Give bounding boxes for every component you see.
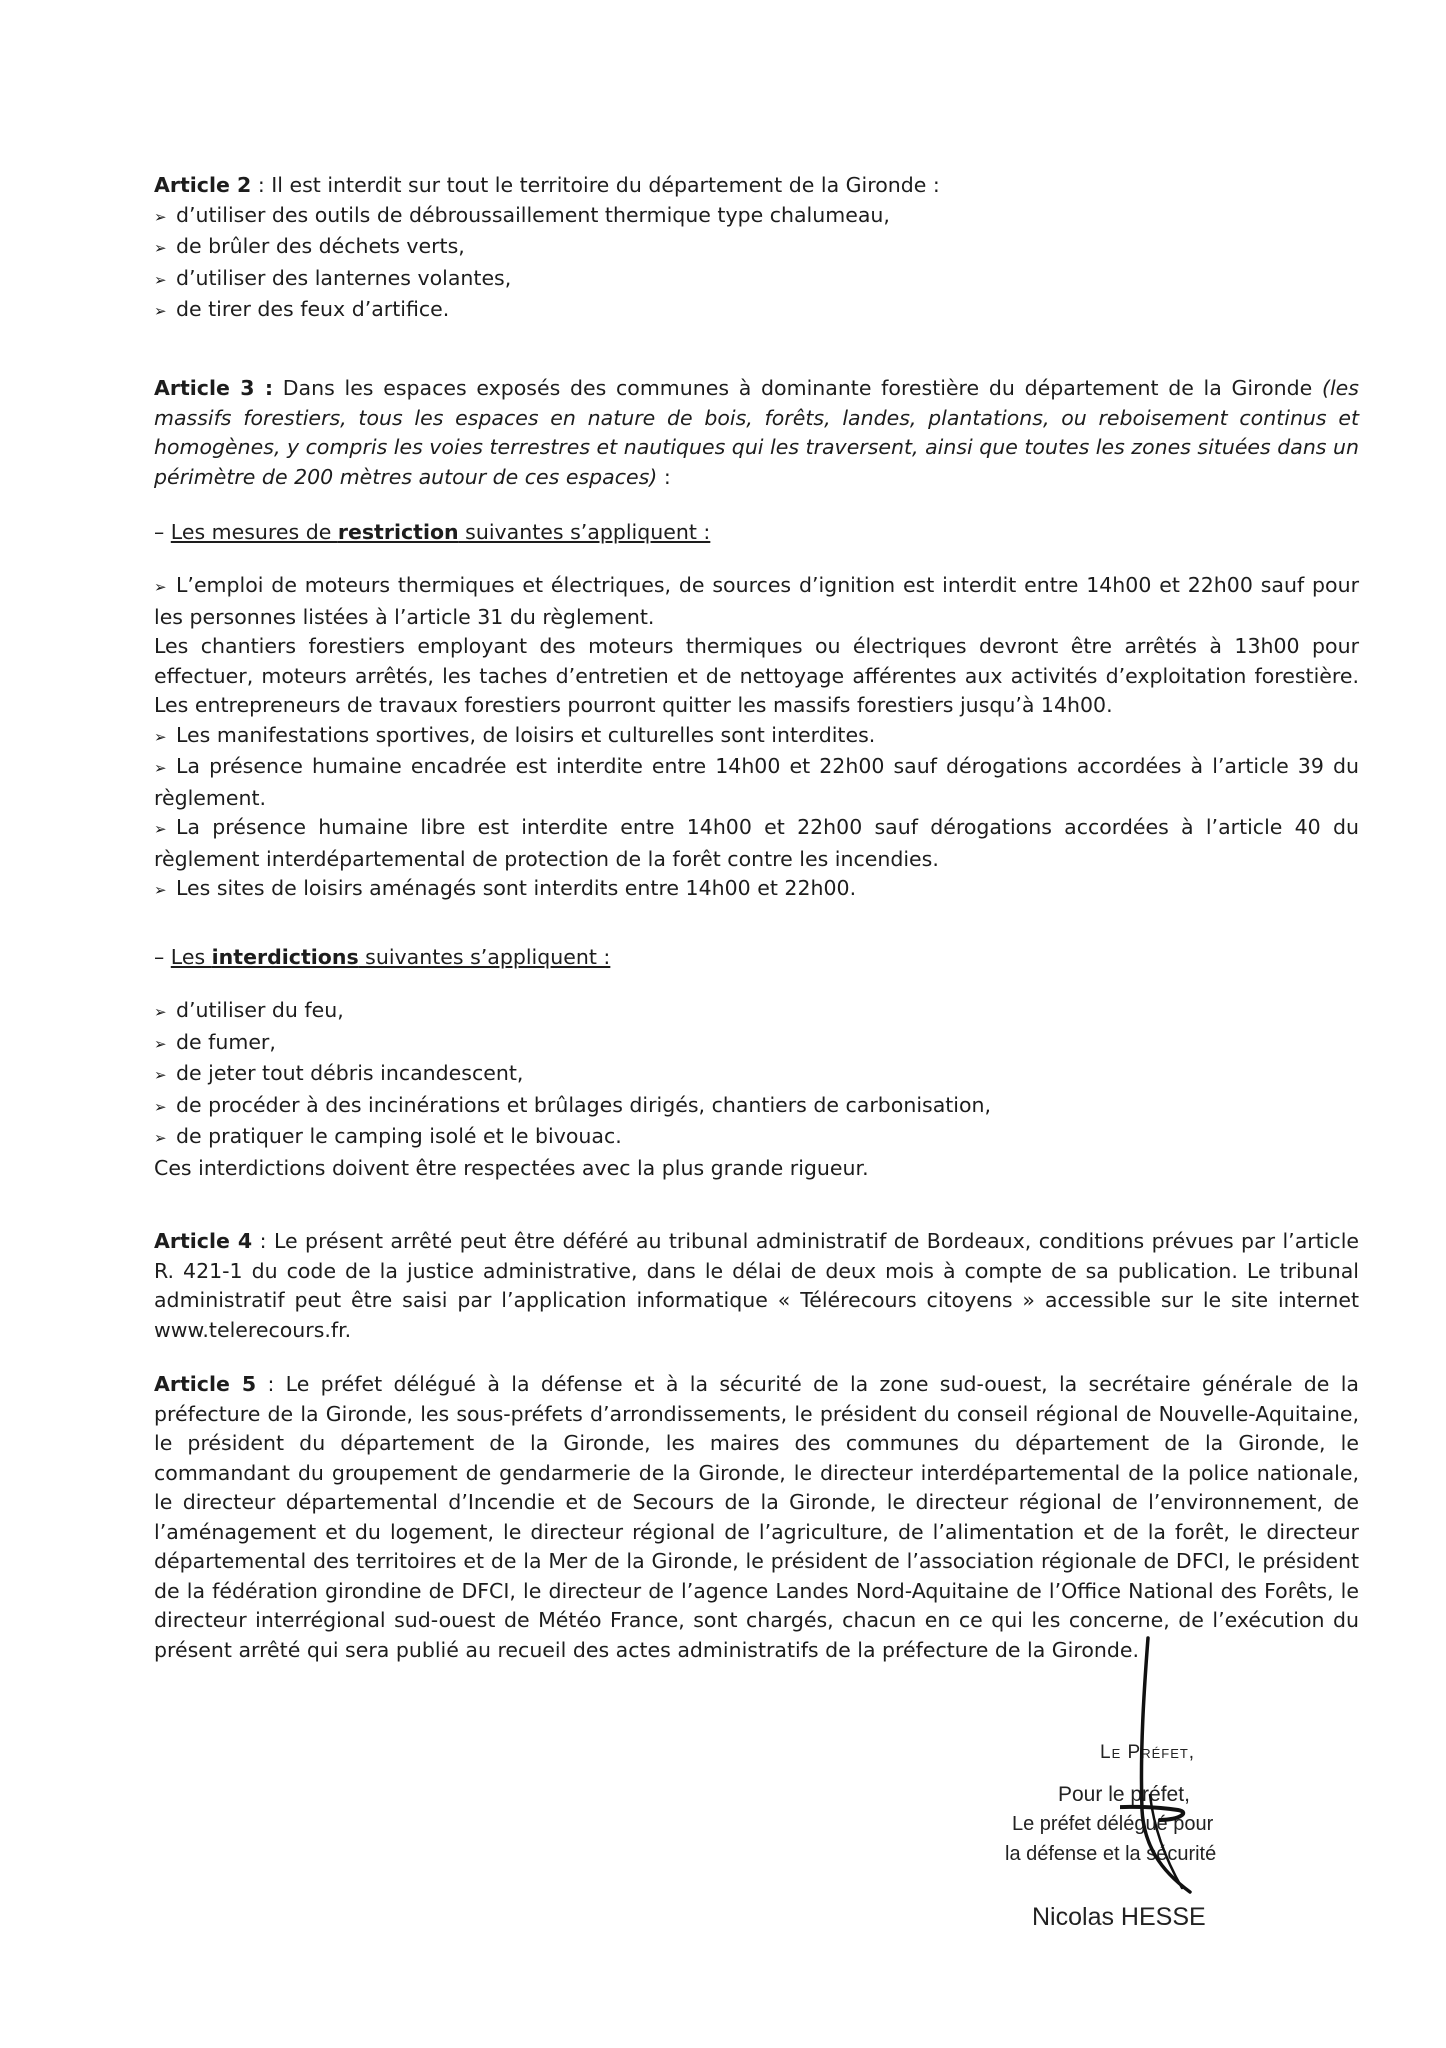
handwritten-signature-icon <box>1120 1630 1240 1900</box>
list-item: ➢ d’utiliser des outils de débroussaillement thermique type chalumeau, <box>154 201 1359 233</box>
list-item: ➢ de procéder à des incinérations et brûlages dirigés, chantiers de carbonisation, <box>154 1091 1359 1123</box>
list-item: ➢ de pratiquer le camping isolé et le bivouac. <box>154 1122 1359 1154</box>
article-2-label: Article 2 <box>154 173 252 197</box>
restriction-heading: – Les mesures de restriction suivantes s’appliquent : <box>154 520 711 544</box>
article-4: Article 4 : Le présent arrêté peut être déféré au tribunal administratif de Bordeaux, conditions prévues par l’article R. 421-1 du code de la justice administrative, dans le délai de deux mois à compte de sa publication. Le tribunal administratif peut être saisi par l’application informatique « Télérecours citoyens » accessible sur le site internet www.telerecours.fr. <box>154 1229 1359 1342</box>
article-2-intro: Article 2 : Il est interdit sur tout le territoire du département de la Gironde : <box>154 173 940 197</box>
article-3-label: Article 3 : <box>154 376 274 400</box>
article-2 <box>154 171 1359 327</box>
list-item: ➢ L’emploi de moteurs thermiques et électriques, de sources d’ignition est interdit entre 14h00 et 22h00 sauf pour les personnes listées à l’article 31 du règlement. <box>154 571 1359 632</box>
list-item: ➢ de tirer des feux d’artifice. <box>154 295 1359 327</box>
article-5: Article 5 : Le préfet délégué à la défense et à la sécurité de la zone sud-ouest, la secrétaire générale de la préfecture de la Gironde, les sous-préfets d’arrondissements, le président du conseil régional de Nouvelle-Aquitaine, le président du département de la Gironde, les maires des communes du département de la Gironde, le commandant du groupement de gendarmerie de la Gironde, le directeur interdépartemental de la police nationale, le directeur départemental d’Incendie et de Secours de la Gironde, le directeur régional de l’environnement, de l’aménagement et du logement, le directeur régional de l’agriculture, de l’alimentation et de la forêt, le directeur départemental des territoires et de la Mer de la Gironde, le président de l’association régionale de DFCI, le président de la fédération girondine de DFCI, le directeur de l’agence Landes Nord-Aquitaine de l’Office National des Forêts, le directeur interrégional sud-ouest de Météo France, sont chargés, chacun en ce qui les concerne, de l’exécution du présent arrêté qui sera publié au recueil des actes administratifs de la préfecture de la Gironde. <box>154 1372 1359 1662</box>
list-item: ➢ La présence humaine libre est interdite entre 14h00 et 22h00 sauf dérogations accordées à l’article 40 du règlement interdépartemental de protection de la forêt contre les incendies. <box>154 813 1359 874</box>
list-item: ➢ La présence humaine encadrée est interdite entre 14h00 et 22h00 sauf dérogations accordées à l’article 39 du règlement. <box>154 752 1359 813</box>
article-5-label: Article 5 <box>154 1372 257 1396</box>
list-item: ➢ d’utiliser du feu, <box>154 996 1359 1028</box>
list-item: ➢ Les manifestations sportives, de loisirs et culturelles sont interdites. <box>154 721 1359 753</box>
signature-line-1: Pour le préfet, <box>1058 1783 1190 1806</box>
list-item: ➢ Les sites de loisirs aménagés sont interdits entre 14h00 et 22h00. <box>154 874 1359 906</box>
article-4-label: Article 4 <box>154 1229 253 1253</box>
interdiction-list <box>154 996 1359 1183</box>
list-item: ➢ de brûler des déchets verts, <box>154 232 1359 264</box>
restriction-list <box>154 571 1359 906</box>
signature-title: Le Préfet, <box>1100 1742 1196 1763</box>
signature-line-3: la défense et la sécurité <box>1005 1843 1217 1865</box>
signature-line-2: Le préfet délégué pour <box>1012 1813 1214 1835</box>
list-item: ➢ de jeter tout débris incandescent, <box>154 1059 1359 1091</box>
forestry-works-paragraph: Les chantiers forestiers employant des moteurs thermiques ou électriques devront être arrêtés à 13h00 pour effectuer, moteurs arrêtés, les taches d’entretien et de nettoyage afférentes aux activités d’exploitation forestière. Les entrepreneurs de travaux forestiers pourront quitter les massifs forestiers jusqu’à 14h00. <box>154 634 1359 717</box>
interdiction-closing: Ces interdictions doivent être respectées avec la plus grande rigueur. <box>154 1155 869 1180</box>
article-3-intro: Article 3 : Dans les espaces exposés des communes à dominante forestière du département de la Gironde (les massifs forestiers, tous les espaces en nature de bois, forêts, landes, plantations, ou reboisement continus et homogènes, y compris les voies terrestres et nautiques qui les traversent, ainsi que toutes les zones situées dans un périmètre de 200 mètres autour de ces espaces) : <box>154 376 1359 489</box>
list-item: ➢ d’utiliser des lanternes volantes, <box>154 264 1359 296</box>
signatory-name: Nicolas HESSE <box>1032 1903 1206 1931</box>
article-3-scope: (les massifs forestiers, tous les espaces en nature de bois, forêts, landes, plantations, ou reboisement continus et homogènes, y compris les voies terrestres et nautiques qui les traversent, ainsi que toutes les zones situées dans un périmètre de 200 mètres autour de ces espaces) <box>154 376 1359 489</box>
interdiction-heading: – Les interdictions suivantes s’appliquent : <box>154 945 611 969</box>
list-item: ➢ de fumer, <box>154 1028 1359 1060</box>
